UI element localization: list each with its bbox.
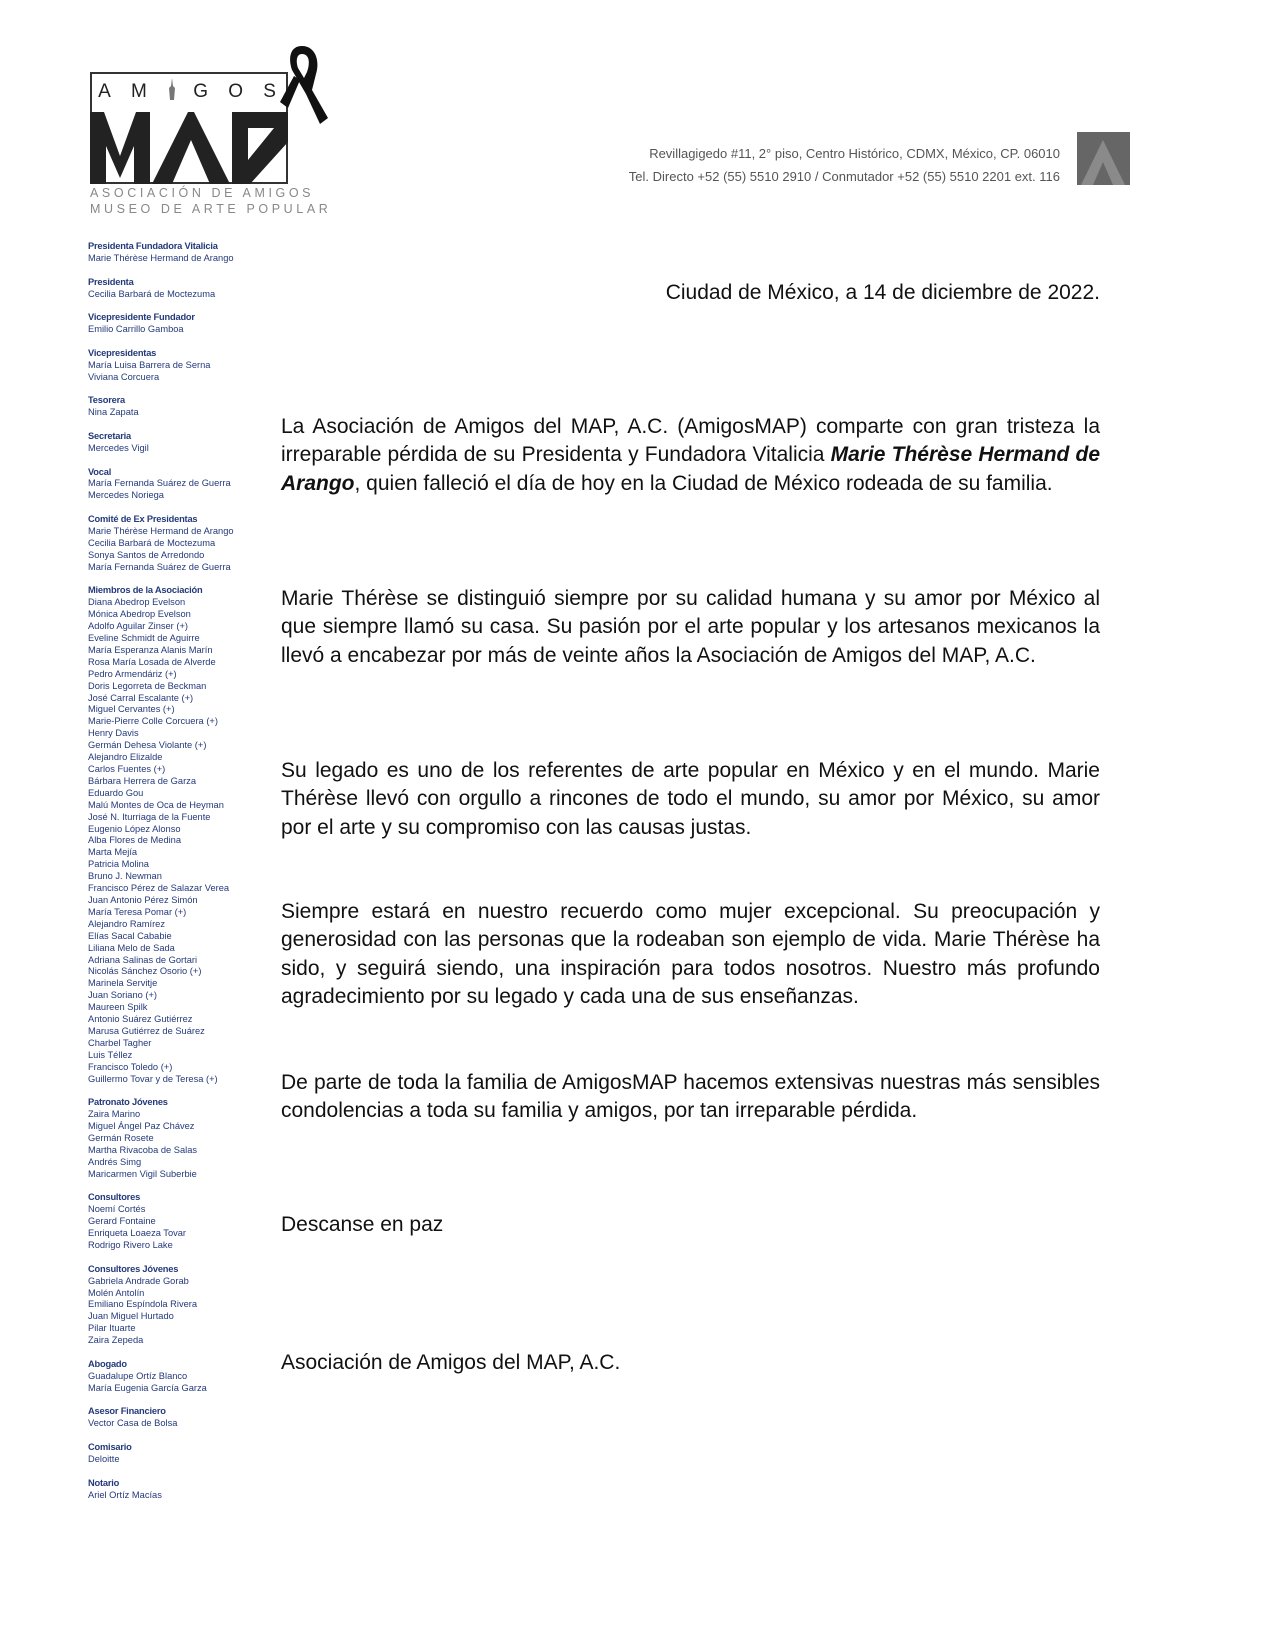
sidebar-group [88, 1406, 263, 1430]
sidebar-member-name: Juan Soriano (+) [88, 990, 157, 1001]
sidebar-group [88, 395, 263, 419]
sidebar-group [88, 585, 263, 1085]
sidebar-group-title: Miembros de la Asociación [88, 585, 203, 596]
sidebar-group [88, 514, 263, 574]
sidebar-member-name: Pedro Armendáriz (+) [88, 668, 177, 679]
sidebar-group [88, 348, 263, 384]
sidebar-group-title: Presidenta [88, 276, 134, 287]
sidebar-member-name: Emiliano Espíndola Rivera [88, 1299, 198, 1310]
logo-map-mark [90, 112, 288, 184]
sidebar-member-name: María Fernanda Suárez de Guerra [88, 561, 231, 572]
sidebar-member-name: Marie Thérèse Hermand de Arango [88, 252, 234, 263]
sidebar-member-name: José Carral Escalante (+) [88, 692, 194, 703]
sidebar-member-name: Eduardo Gou [88, 787, 144, 798]
sidebar-group [88, 431, 263, 455]
sidebar-member-name: Mercedes Noriega [88, 490, 164, 501]
letter-paragraph [281, 413, 1100, 498]
letter-paragraph [281, 757, 1100, 842]
sidebar-member-name: Alejandro Elizalde [88, 752, 163, 763]
logo-amigos-word [90, 76, 288, 108]
sidebar-group-title: Tesorera [88, 395, 125, 406]
address-line: Revillagigedo #11, 2° piso, Centro Histórico, CDMX, México, CP. 06010 [649, 146, 1060, 161]
header-address [629, 142, 1060, 188]
sidebar-group-title: Consultores Jóvenes [88, 1263, 179, 1274]
sidebar-member-name: María Teresa Pomar (+) [88, 906, 187, 917]
sidebar-member-name: Guillermo Tovar y de Teresa (+) [88, 1073, 218, 1084]
black-ribbon-icon [280, 44, 328, 126]
letter-closing: Descanse en paz [281, 1213, 444, 1236]
tower-icon [167, 78, 177, 106]
sidebar-group-title: Vicepresidentas [88, 347, 157, 358]
sidebar-member-name: Pilar Ituarte [88, 1323, 136, 1334]
sidebar-member-name: Martha Rivacoba de Salas [88, 1144, 198, 1155]
sidebar-member-name: Bruno J. Newman [88, 871, 162, 882]
sidebar-member-name: Molén Antolín [88, 1287, 145, 1298]
logo-letter: S [263, 81, 280, 102]
sidebar-member-name: Antonio Suárez Gutiérrez [88, 1014, 193, 1025]
sidebar-member-name: Miguel Ángel Paz Chávez [88, 1121, 195, 1132]
sidebar-member-name: Maricarmen Vigil Suberbie [88, 1168, 197, 1179]
sidebar-group-title: Vicepresidente Fundador [88, 312, 195, 323]
sidebar-member-name: María Esperanza Alanis Marín [88, 644, 213, 655]
sidebar-member-name: Enriqueta Loaeza Tovar [88, 1228, 187, 1239]
sidebar-member-name: Malú Montes de Oca de Heyman [88, 799, 224, 810]
sidebar-member-name: Zaira Marino [88, 1109, 141, 1120]
sidebar-member-name: Marinela Servitje [88, 978, 158, 989]
paragraph-text: Marie Thérèse se distinguió siempre por su calidad humana y su amor por México al que siempre llamó su casa. Su pasión por el arte popular y los artesanos mexicanos la llevó a encabezar por más de veinte años la Asociación de Amigos del MAP, A.C. [281, 587, 1100, 667]
sidebar-group-title: Notario [88, 1477, 120, 1488]
sidebar-group [88, 241, 263, 265]
sidebar-member-name: José N. Iturriaga de la Fuente [88, 811, 211, 822]
sidebar-group [88, 1442, 263, 1466]
sidebar-member-name: Germán Dehesa Violante (+) [88, 740, 207, 751]
sidebar-member-name: Alejandro Ramírez [88, 918, 165, 929]
sidebar-member-name: Mercedes Vigil [88, 442, 149, 453]
sidebar-member-name: Carlos Fuentes (+) [88, 764, 166, 774]
sidebar-member-name: Marie Thérèse Hermand de Arango [88, 525, 234, 536]
paragraph-text: , quien falleció el día de hoy en la Ciudad de México rodeada de su familia. [354, 471, 1053, 495]
sidebar-group-title: Abogado [88, 1358, 127, 1369]
sidebar-member-name: Adriana Salinas de Gortari [88, 954, 198, 965]
sidebar-member-name: Andrés Simg [88, 1156, 142, 1167]
sidebar-member-name: María Fernanda Suárez de Guerra [88, 478, 231, 489]
sidebar-group-title: Patronato Jóvenes [88, 1097, 168, 1108]
sidebar-member-name: Henry Davis [88, 728, 139, 739]
sidebar-member-name: Nina Zapata [88, 407, 139, 418]
board-members-sidebar [88, 241, 263, 1513]
sidebar-group [88, 277, 263, 301]
sidebar-member-name: Nicolás Sánchez Osorio (+) [88, 966, 202, 977]
sidebar-group-title: Secretaria [88, 430, 131, 441]
logo-subtitle: MUSEO DE ARTE POPULAR [90, 202, 332, 216]
sidebar-member-name: Marta Mejía [88, 847, 138, 858]
sidebar-member-name: Sonya Santos de Arredondo [88, 549, 205, 560]
sidebar-group [88, 1359, 263, 1395]
sidebar-member-name: Doris Legorreta de Beckman [88, 680, 207, 691]
sidebar-group [88, 1478, 263, 1502]
sidebar-member-name: Juan Miguel Hurtado [88, 1311, 174, 1322]
sidebar-group-title: Asesor Financiero [88, 1406, 166, 1417]
sidebar-member-name: Marusa Gutiérrez de Suárez [88, 1025, 205, 1036]
sidebar-group [88, 467, 263, 503]
sidebar-member-name: Deloitte [88, 1453, 120, 1464]
sidebar-group [88, 1097, 263, 1180]
sidebar-member-name: Noemí Cortés [88, 1204, 146, 1215]
sidebar-member-name: Patricia Molina [88, 859, 149, 870]
logo-letter: M [130, 81, 151, 102]
paragraph-text: De parte de toda la familia de AmigosMAP hacemos extensivas nuestras más sensibles condolencias a toda su familia y amigos, por tan irreparable pérdida. [281, 1071, 1100, 1123]
logo-letter: O [228, 81, 247, 102]
sidebar-group-title: Comisario [88, 1442, 132, 1452]
sidebar-group-title: Comité de Ex Presidentas [88, 514, 198, 525]
sidebar-member-name: Diana Abedrop Evelson [88, 597, 186, 608]
sidebar-member-name: Francisco Toledo (+) [88, 1061, 173, 1072]
sidebar-member-name: Germán Rosete [88, 1132, 154, 1143]
phone-line: Tel. Directo +52 (55) 5510 2910 / Conmutador +52 (55) 5510 2201 ext. 116 [628, 169, 1060, 184]
sidebar-member-name: Emilio Carrillo Gamboa [88, 324, 184, 335]
sidebar-member-name: María Luisa Barrera de Serna [88, 359, 211, 370]
paragraph-text: La Asociación de Amigos del MAP, A.C. (AmigosMAP) comparte con gran tristeza la irreparable pérdida de su Presidenta y Fundadora Vitalicia [281, 415, 1100, 467]
sidebar-member-name: Viviana Corcuera [88, 371, 160, 382]
sidebar-member-name: Ariel Ortíz Macías [88, 1489, 162, 1500]
sidebar-group [88, 1264, 263, 1347]
sidebar-member-name: Mónica Abedrop Evelson [88, 609, 191, 620]
sidebar-group [88, 1192, 263, 1252]
sidebar-group-title: Presidenta Fundadora Vitalicia [88, 241, 218, 251]
sidebar-member-name: Luis Téllez [88, 1049, 133, 1060]
sidebar-member-name: Liliana Melo de Sada [88, 942, 175, 953]
sidebar-member-name: Eugenio López Alonso [88, 823, 181, 834]
sidebar-group [88, 312, 263, 336]
sidebar-member-name: Maureen Spilk [88, 1002, 148, 1013]
letter-date: Ciudad de México, a 14 de diciembre de 2022. [665, 281, 1100, 304]
sidebar-group-title: Vocal [88, 466, 112, 477]
sidebar-member-name: Gabriela Andrade Gorab [88, 1275, 189, 1286]
sidebar-member-name: Bárbara Herrera de Garza [88, 775, 196, 786]
header-emblem-icon [1077, 132, 1130, 185]
sidebar-member-name: Gerard Fontaine [88, 1216, 156, 1227]
sidebar-member-name: Charbel Tagher [88, 1037, 152, 1048]
deceased-name: Marie Thérèse Hermand de Arango [281, 443, 1101, 495]
logo-letter: A [98, 81, 115, 102]
sidebar-member-name: María Eugenia García Garza [88, 1382, 207, 1393]
paragraph-text: Su legado es uno de los referentes de arte popular en México y en el mundo. Marie Thérèse llevó con orgullo a rincones de todo el mundo, su amor por México, su amor por el arte y su compromiso con las causas justas. [281, 759, 1100, 839]
sidebar-member-name: Elías Sacal Cababie [88, 930, 172, 941]
sidebar-member-name: Vector Casa de Bolsa [88, 1418, 178, 1429]
letter-paragraph [281, 898, 1100, 1012]
sidebar-member-name: Zaira Zepeda [88, 1335, 144, 1346]
sidebar-member-name: Cecilia Barbará de Moctezuma [88, 288, 216, 299]
letter-signature: Asociación de Amigos del MAP, A.C. [281, 1351, 621, 1374]
sidebar-member-name: Guadalupe Ortíz Blanco [88, 1370, 188, 1381]
letter-paragraph [281, 1069, 1100, 1126]
sidebar-member-name: Eveline Schmidt de Aguirre [88, 633, 200, 644]
amigos-map-logo [88, 44, 332, 219]
sidebar-member-name: Juan Antonio Pérez Simón [88, 894, 198, 905]
sidebar-member-name: Marie-Pierre Colle Corcuera (+) [88, 716, 218, 727]
sidebar-member-name: Cecilia Barbará de Moctezuma [88, 537, 216, 548]
sidebar-member-name: Rosa María Losada de Alverde [88, 656, 216, 667]
sidebar-member-name: Francisco Pérez de Salazar Verea [88, 883, 230, 894]
letter-paragraph [281, 585, 1100, 670]
sidebar-member-name: Adolfo Aguilar Zinser (+) [88, 621, 188, 632]
paragraph-text: Siempre estará en nuestro recuerdo como mujer excepcional. Su preocupación y generosidad con las personas que la rodeaban son ejemplo de vida. Marie Thérèse ha sido, y seguirá siendo, una inspiración para todos nosotros. Nuestro más profundo agradecimiento por su legado y cada una de sus enseñanzas. [281, 900, 1100, 1009]
sidebar-member-name: Miguel Cervantes (+) [88, 704, 175, 715]
sidebar-member-name: Rodrigo Rivero Lake [88, 1240, 173, 1251]
logo-letter: G [193, 81, 212, 102]
sidebar-member-name: Alba Flores de Medina [88, 835, 182, 846]
sidebar-group-title: Consultores [88, 1192, 141, 1203]
logo-subtitle: ASOCIACIÓN DE AMIGOS [90, 186, 315, 200]
